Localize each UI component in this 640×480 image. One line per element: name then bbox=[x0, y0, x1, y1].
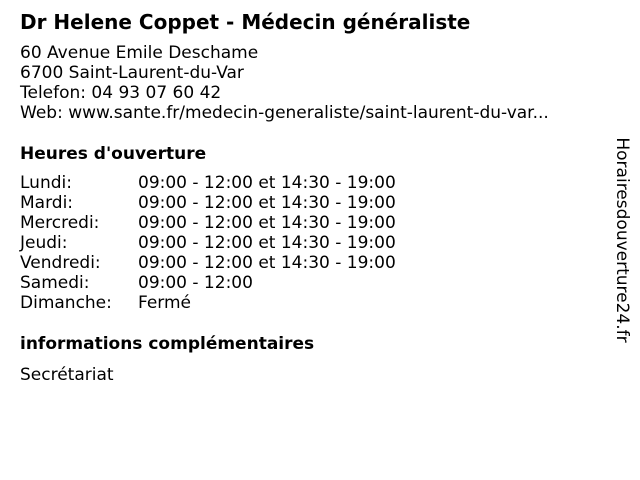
additional-info-heading: informations complémentaires bbox=[20, 334, 315, 354]
hours-row-friday bbox=[20, 253, 440, 273]
time-value: 09:00 - 12:00 bbox=[138, 273, 253, 293]
time-value: Fermé bbox=[138, 293, 192, 313]
hours-row-wednesday bbox=[20, 213, 440, 233]
hours-row-tuesday bbox=[20, 193, 440, 213]
hours-row-thursday bbox=[20, 233, 440, 253]
day-label: Samedi: bbox=[20, 273, 90, 293]
hours-row-saturday bbox=[20, 273, 440, 293]
address-block bbox=[20, 43, 549, 123]
page-title: Dr Helene Coppet - Médecin généraliste bbox=[20, 10, 471, 34]
additional-info-text: Secrétariat bbox=[20, 365, 114, 385]
street-address: 60 Avenue Emile Deschame bbox=[20, 43, 259, 63]
opening-hours-heading: Heures d'ouverture bbox=[20, 144, 207, 164]
day-label: Vendredi: bbox=[20, 253, 101, 273]
phone-number: Telefon: 04 93 07 60 42 bbox=[20, 83, 222, 103]
day-label: Dimanche: bbox=[20, 293, 112, 313]
time-value: 09:00 - 12:00 et 14:30 - 19:00 bbox=[138, 253, 396, 273]
opening-hours-table bbox=[20, 173, 440, 313]
time-value: 09:00 - 12:00 et 14:30 - 19:00 bbox=[138, 173, 396, 193]
day-label: Lundi: bbox=[20, 173, 72, 193]
day-label: Jeudi: bbox=[20, 233, 68, 253]
time-value: 09:00 - 12:00 et 14:30 - 19:00 bbox=[138, 233, 396, 253]
hours-row-monday bbox=[20, 173, 440, 193]
time-value: 09:00 - 12:00 et 14:30 - 19:00 bbox=[138, 213, 396, 233]
website-link[interactable]: Web: www.sante.fr/medecin-generaliste/saint-laurent-du-var... bbox=[20, 103, 549, 123]
day-label: Mercredi: bbox=[20, 213, 100, 233]
hours-row-sunday bbox=[20, 293, 440, 313]
day-label: Mardi: bbox=[20, 193, 74, 213]
time-value: 09:00 - 12:00 et 14:30 - 19:00 bbox=[138, 193, 396, 213]
city-address: 6700 Saint-Laurent-du-Var bbox=[20, 63, 244, 83]
site-watermark: Horairesdouverture24.fr bbox=[612, 137, 632, 343]
